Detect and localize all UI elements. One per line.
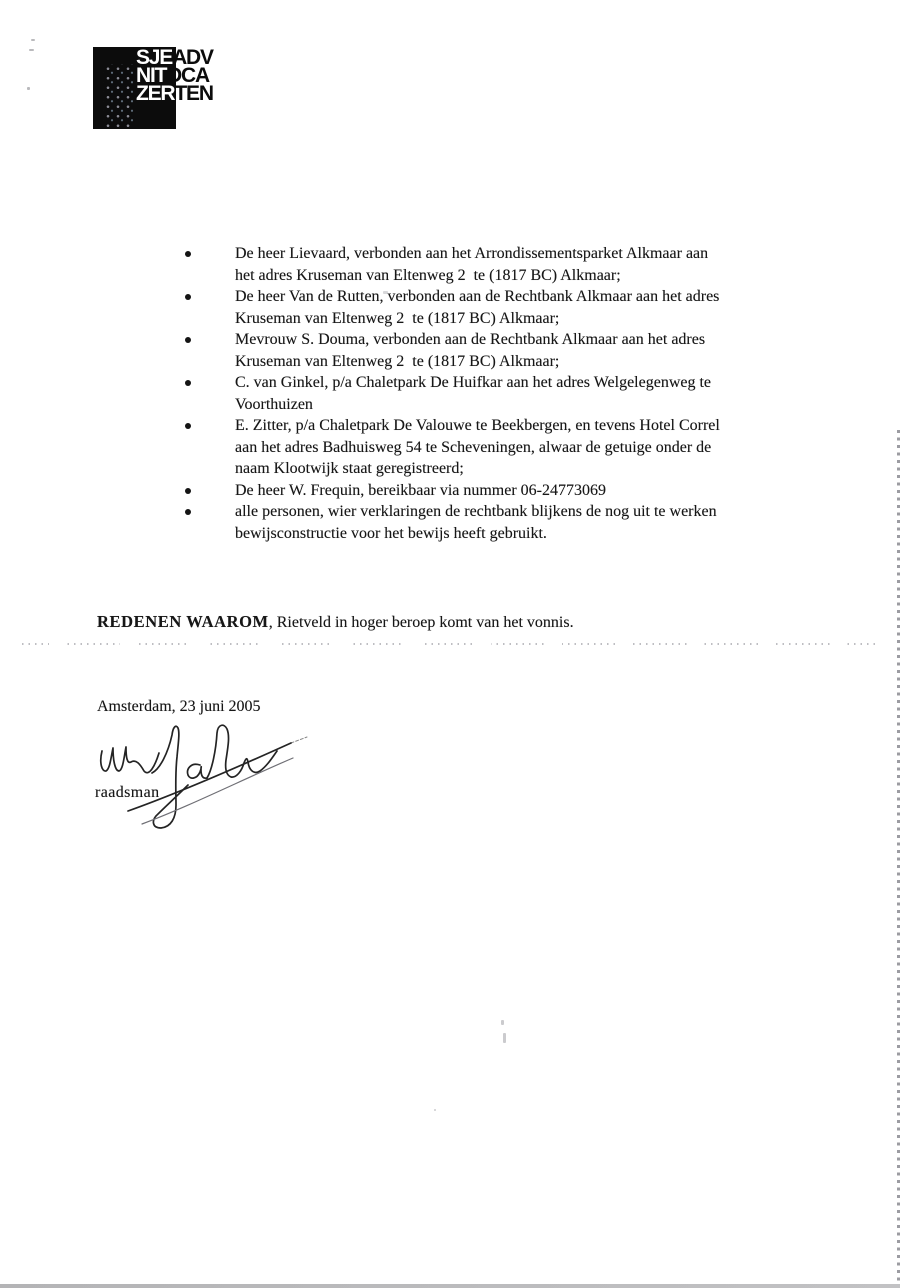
list-item-text — [235, 243, 793, 286]
list-item — [183, 480, 793, 502]
scan-noise-speck — [501, 1020, 504, 1025]
scan-artifact-bottom-edge — [0, 1284, 900, 1288]
text-line: Kruseman van Eltenweg 2 te (1817 BC) Alkmaar; — [235, 309, 560, 327]
logo-dot-pattern-icon — [103, 64, 133, 127]
scan-noise-speck — [29, 49, 34, 51]
text-line: De heer W. Frequin, bereikbaar via nummer 06-24773069 — [235, 481, 607, 499]
list-item — [183, 372, 793, 415]
scan-noise-speck — [434, 1109, 436, 1111]
text-line: De heer Lievaard, verbonden aan het Arrondissementsparket Alkmaar aan — [235, 245, 709, 262]
bullet-icon — [185, 251, 191, 257]
place-date-line: Amsterdam, 23 juni 2005 — [97, 698, 261, 715]
signer-role-label: raadsman — [95, 784, 160, 801]
scan-noise-speck — [31, 39, 35, 41]
scan-noise-speck — [503, 1033, 506, 1043]
bullet-icon — [185, 294, 191, 300]
scan-noise-speck — [27, 87, 30, 90]
bullet-icon — [185, 380, 191, 386]
text-line: E. Zitter, p/a Chaletpark De Valouwe te Beekbergen, en tevens Hotel Correl — [235, 417, 720, 434]
list-item-text — [235, 286, 793, 329]
list-item-text — [235, 480, 793, 502]
list-item — [183, 286, 793, 329]
text-line: Mevrouw S. Douma, verbonden aan de Rechtbank Alkmaar aan het adres — [235, 331, 706, 348]
text-line: het adres Kruseman van Eltenweg 2 te (1817 BC) Alkmaar; — [235, 266, 621, 284]
list-item — [183, 501, 793, 544]
text-line: De heer Van de Rutten, verbonden aan de Rechtbank Alkmaar aan het adres — [235, 288, 720, 305]
reasons-clause — [97, 612, 574, 633]
bullet-icon — [185, 488, 191, 494]
reasons-clause-lead: REDENEN WAAROM — [97, 612, 269, 631]
logo-row-on-white: OCA — [165, 63, 209, 88]
text-line: Kruseman van Eltenweg 2 te (1817 BC) Alkmaar; — [235, 352, 560, 370]
logo-row-on-white: ADV — [172, 45, 213, 70]
text-line: C. van Ginkel, p/a Chaletpark De Huifkar aan het adres Welgelegenweg te — [235, 374, 712, 391]
list-item-text — [235, 415, 793, 480]
logo-row-on-black: NIT — [136, 63, 166, 88]
text-line: alle personen, wier verklaringen de rechtbank blijkens de nog uit te werken — [235, 503, 717, 520]
list-item — [183, 329, 793, 372]
text-line: aan het adres Badhuisweg 54 te Scheveningen, alwaar de getuige onder de — [235, 438, 712, 456]
list-item-text — [235, 329, 793, 372]
list-item — [183, 243, 793, 286]
bullet-icon — [185, 509, 191, 515]
list-item-text — [235, 501, 793, 544]
logo-row-on-black: SJE — [136, 45, 173, 70]
logo-row-on-black: ZER — [136, 81, 175, 106]
bullet-icon — [185, 423, 191, 429]
scan-artifact-dotted-line-gaps — [22, 642, 878, 646]
scan-artifact-dotted-line — [22, 643, 878, 645]
list-item — [183, 415, 793, 480]
reasons-clause-rest: , Rietveld in hoger beroep komt van het vonnis. — [268, 614, 574, 631]
text-line: bewijsconstructie voor het bewijs heeft gebruikt. — [235, 524, 547, 542]
bullet-icon — [185, 337, 191, 343]
text-line: Voorthuizen — [235, 395, 313, 413]
logo-row-on-white: TEN — [174, 81, 213, 106]
handwritten-signature — [88, 715, 313, 840]
witness-list — [183, 243, 793, 544]
text-line: naam Klootwijk staat geregistreerd; — [235, 460, 464, 477]
list-item-text — [235, 372, 793, 415]
logo-text-row — [136, 81, 213, 106]
